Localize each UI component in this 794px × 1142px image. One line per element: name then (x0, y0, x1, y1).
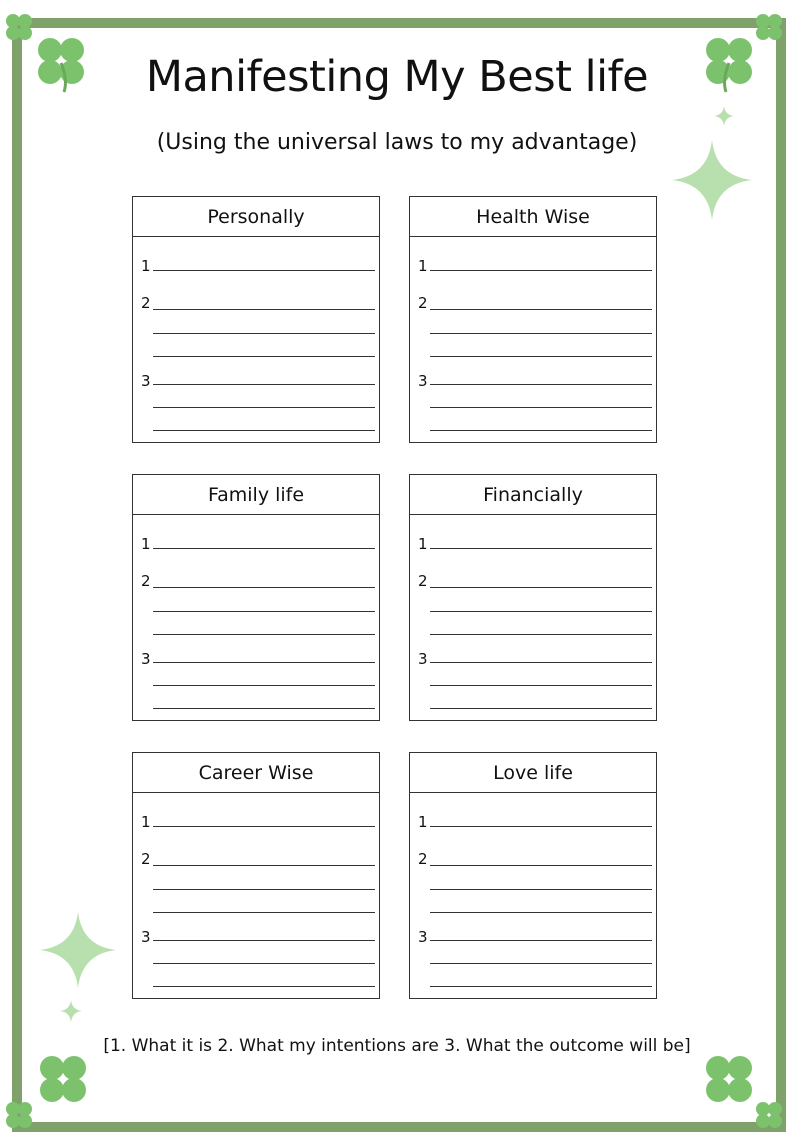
writing-line[interactable] (153, 865, 375, 866)
page-subtitle: (Using the universal laws to my advantage) (156, 130, 638, 155)
item-number: 1 (418, 535, 428, 553)
item-number: 3 (141, 928, 151, 946)
writing-line[interactable] (153, 889, 375, 890)
writing-line[interactable] (153, 548, 375, 549)
writing-line[interactable] (430, 662, 652, 663)
writing-line[interactable] (430, 309, 652, 310)
writing-line[interactable] (153, 826, 375, 827)
writing-line[interactable] (430, 548, 652, 549)
writing-line[interactable] (153, 662, 375, 663)
item-number: 1 (418, 257, 428, 275)
writing-line[interactable] (430, 826, 652, 827)
item-number: 1 (418, 813, 428, 831)
item-number: 3 (141, 372, 151, 390)
writing-line[interactable] (153, 986, 375, 987)
item-number: 2 (418, 572, 428, 590)
section-heading: Career Wise (133, 753, 379, 793)
writing-line[interactable] (153, 309, 375, 310)
writing-line[interactable] (430, 963, 652, 964)
section-heading: Financially (410, 475, 656, 515)
writing-line[interactable] (153, 407, 375, 408)
writing-line[interactable] (430, 384, 652, 385)
writing-line[interactable] (153, 912, 375, 913)
writing-line[interactable] (153, 634, 375, 635)
writing-line[interactable] (430, 865, 652, 866)
writing-line[interactable] (153, 963, 375, 964)
item-number: 3 (141, 650, 151, 668)
section-heading: Health Wise (410, 197, 656, 237)
writing-line[interactable] (153, 333, 375, 334)
writing-line[interactable] (430, 333, 652, 334)
four-leaf-clover-icon (30, 1048, 96, 1114)
writing-line[interactable] (153, 685, 375, 686)
item-number: 2 (418, 850, 428, 868)
writing-line[interactable] (153, 587, 375, 588)
section-box-health-wise (409, 196, 657, 443)
section-box-family-life (132, 474, 380, 721)
sparkle-icon (60, 1000, 82, 1022)
writing-line[interactable] (153, 611, 375, 612)
four-leaf-clover-icon (2, 10, 36, 44)
item-number: 2 (141, 294, 151, 312)
writing-line[interactable] (430, 356, 652, 357)
page-border (12, 18, 786, 1132)
item-number: 2 (418, 294, 428, 312)
sparkle-icon (714, 106, 734, 126)
four-leaf-clover-icon (752, 10, 786, 44)
writing-line[interactable] (430, 634, 652, 635)
item-number: 1 (141, 535, 151, 553)
item-number: 3 (418, 928, 428, 946)
writing-line[interactable] (430, 940, 652, 941)
writing-line[interactable] (430, 407, 652, 408)
writing-line[interactable] (153, 270, 375, 271)
writing-line[interactable] (153, 384, 375, 385)
writing-line[interactable] (430, 587, 652, 588)
item-number: 2 (141, 572, 151, 590)
writing-line[interactable] (153, 708, 375, 709)
section-heading: Personally (133, 197, 379, 237)
section-heading: Love life (410, 753, 656, 793)
page-title: Manifesting My Best life (145, 52, 649, 102)
section-heading: Family life (133, 475, 379, 515)
footer-instructions: [1. What it is 2. What my intentions are 3. What the outcome will be] (103, 1036, 691, 1056)
writing-line[interactable] (430, 270, 652, 271)
writing-line[interactable] (430, 685, 652, 686)
item-number: 2 (141, 850, 151, 868)
item-number: 3 (418, 650, 428, 668)
item-number: 1 (141, 257, 151, 275)
writing-line[interactable] (430, 708, 652, 709)
writing-line[interactable] (153, 430, 375, 431)
item-number: 3 (418, 372, 428, 390)
writing-line[interactable] (430, 889, 652, 890)
section-box-love-life (409, 752, 657, 999)
writing-line[interactable] (430, 912, 652, 913)
writing-line[interactable] (430, 986, 652, 987)
four-leaf-clover-icon (752, 1098, 786, 1132)
writing-line[interactable] (430, 611, 652, 612)
section-box-career-wise (132, 752, 380, 999)
item-number: 1 (141, 813, 151, 831)
section-box-personally (132, 196, 380, 443)
writing-line[interactable] (153, 940, 375, 941)
four-leaf-clover-icon (2, 1098, 36, 1132)
writing-line[interactable] (153, 356, 375, 357)
sparkle-icon (40, 912, 116, 988)
writing-line[interactable] (430, 430, 652, 431)
section-box-financially (409, 474, 657, 721)
